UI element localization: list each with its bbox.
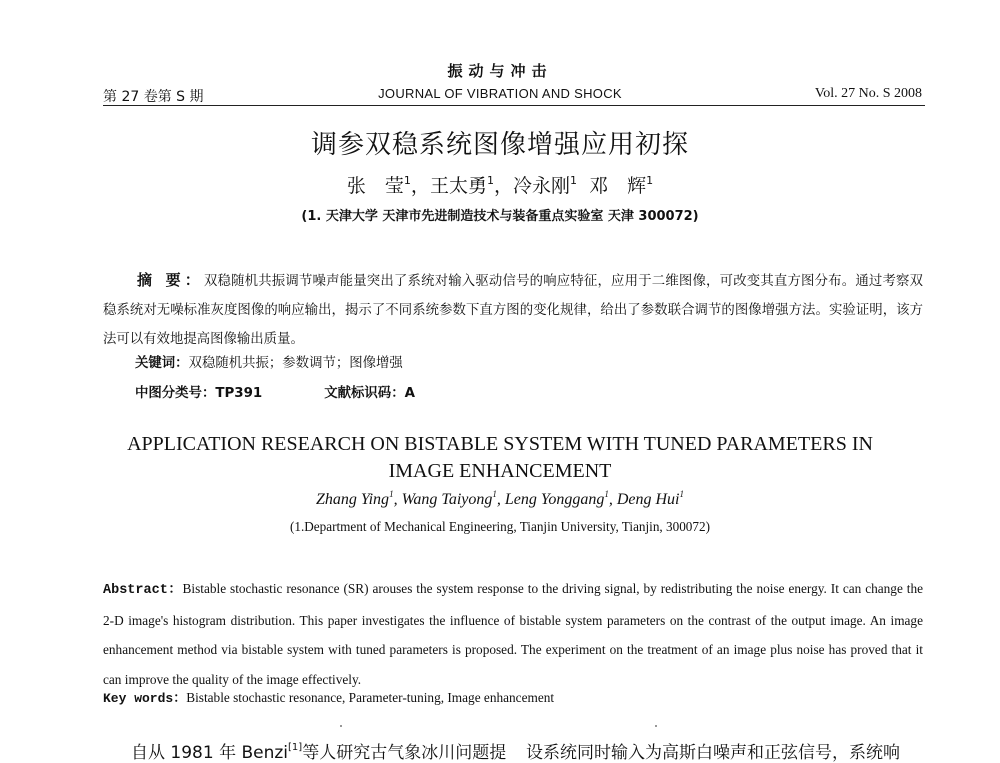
author-cn: 张 莹 [346,175,404,197]
volume-issue-cn: 第 27 卷第 S 期 [103,89,204,105]
scan-speck [655,725,657,727]
classification-value: TP391 [215,386,263,401]
author-cn: 冷永刚 [512,175,570,197]
author-affil-sup: 1 [492,489,497,499]
document-code-value: A [404,386,415,401]
keywords-en-text: Bistable stochastic resonance, Parameter-tuning, Image enhancement [186,690,555,705]
abstract-en-label: Abstract： [103,583,183,598]
authors-cn: 张 莹$^1$，王太勇$^1$，冷永刚$^1$ 邓 辉$^1$ [346,174,654,197]
author-affil-sup: 1 [569,174,577,187]
author-affil-sup: 1 [679,489,684,499]
author-en: Leng Yonggang [504,491,605,508]
citation-ref: [1] [288,742,303,753]
keywords-cn-label: 关键词： [135,356,189,371]
keywords-en-label: Key words： [103,691,187,706]
abstract-cn-text: 双稳随机共振调节噪声能量突出了系统对输入驱动信号的响应特征，应用于二维图像，可改变其直方图分布。通过考察双稳系统对无噪标准灰度图像的响应输出，揭示了不同系统参数下直方图的变化规律，给出了参数联合调节的图像增强方法。实验证明，该方法可以有效地提高图像输出质量。 [103,274,923,347]
scan-speck [340,725,342,727]
keywords-en [103,687,554,706]
paper-title-en-text: APPLICATION RESEARCH ON BISTABLE SYSTEM WITH TUNED PARAMETERS IN IMAGE ENHANCEMENT [127,433,873,482]
paper-title-en [0,431,1000,485]
journal-name-en: JOURNAL OF VIBRATION AND SHOCK [378,86,622,101]
paper-title-cn: 调参双稳系统图像增强应用初探 [310,130,689,160]
header-rule [103,105,925,106]
author-en: Deng Hui [616,491,680,508]
author-affil-sup: 1 [403,174,411,187]
keywords-cn-text: 双稳随机共振；参数调节；图像增强 [188,356,403,371]
affiliation-cn: (1. 天津大学 天津市先进制造技术与装备重点实验室 天津 300072) [301,209,699,224]
volume-issue-en: Vol. 27 No. S 2008 [814,86,922,101]
body-text-column-right: 设系统同时输入为高斯白噪声和正弦信号，系统响 [526,743,900,763]
author-affil-sup: 1 [604,489,609,499]
classification-cn [135,382,415,401]
journal-name-cn: 振动与冲击 [447,62,553,80]
author-en: Zhang Ying [316,491,390,508]
author-en: Wang Taiyong [401,491,493,508]
abstract-cn-label: 摘 要： [137,271,204,289]
abstract-cn [103,266,923,354]
author-affil-sup: 1 [486,174,494,187]
author-cn: 邓 辉 [589,175,647,197]
author-affil-sup: 1 [389,489,394,499]
author-cn: 王太勇 [429,175,487,197]
document-code-label: 文献标识码： [324,386,405,401]
abstract-en [103,574,923,694]
body-left-after: 等人研究古气象冰川问题提 [302,743,507,763]
keywords-cn [135,352,403,371]
body-left-before: 自从 1981 年 Benzi [131,743,289,763]
affiliation-en: (1.Department of Mechanical Engineering, Tianjin University, Tianjin, 300072) [290,519,710,534]
classification-label: 中图分类号： [135,386,216,401]
abstract-en-text: Bistable stochastic resonance (SR) arouses the system response to the driving signal, by redistributing the noise energy. It can change the 2-D image's histogram distribution. This paper investigates the influence of bistable system parameters on the contrast of the output image. An image enhancement method via bistable system with tuned parameters is proposed. The experiment on the treatment of an image plus noise has proved that it can improve the quality of the image effectively. [103,581,924,687]
body-text-column-left [131,738,506,763]
author-affil-sup: 1 [646,174,654,187]
authors-en: Zhang Ying$^1$, Wang Taiyong$^1$, Leng Yonggang$^1$, Deng Hui$^1$ [316,489,684,508]
